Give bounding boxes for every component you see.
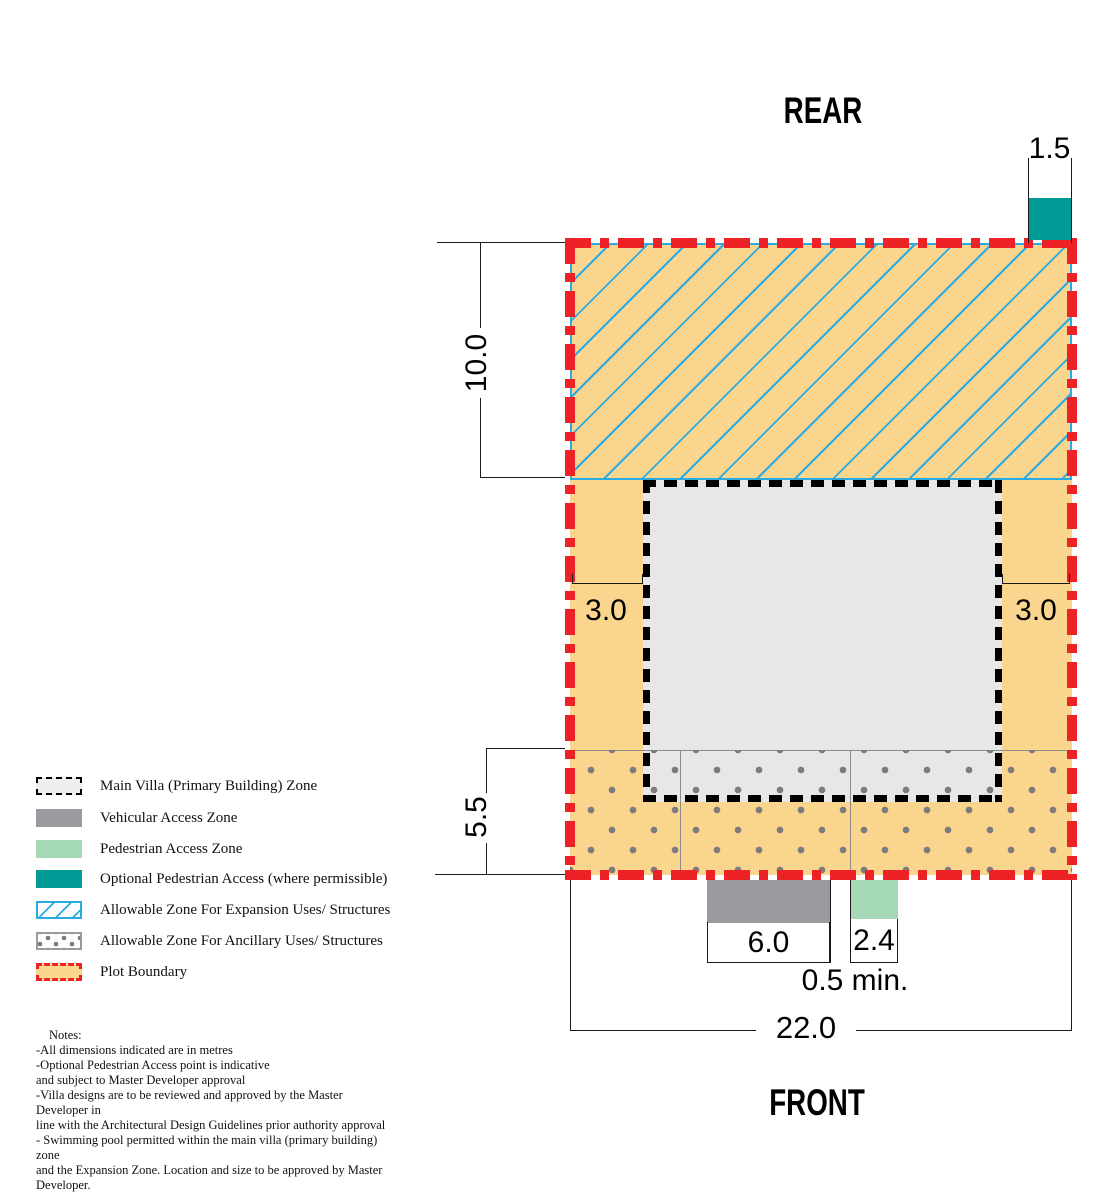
- notes-line: -Villa designs are to be reviewed and approved by the Master Developer in: [36, 1088, 343, 1117]
- legend-swatch-plot-boundary: [36, 963, 82, 981]
- villa-border-bottom: [643, 795, 1002, 802]
- plot-boundary-top: [565, 238, 1077, 248]
- notes-line: line with the Architectural Design Guidelines prior authority approval: [36, 1118, 386, 1132]
- dim-3-left-tick-1: [572, 574, 573, 584]
- villa-border-left: [643, 480, 650, 802]
- dim-22-ext-right: [1071, 880, 1072, 1030]
- dim-1-5-line-right: [1071, 158, 1072, 243]
- legend-swatch-ancillary: [36, 932, 82, 950]
- plot-boundary-left: [565, 238, 575, 880]
- legend-label-expansion: Allowable Zone For Expansion Uses/ Structures: [100, 902, 391, 918]
- notes-line: - Swimming pool permitted within the main villa (primary building) zone: [36, 1133, 378, 1162]
- dim-3-left-tick-2: [642, 574, 643, 584]
- villa-border-top: [643, 480, 1002, 487]
- dim-5-5-value: 5.5: [460, 796, 493, 838]
- legend-label-ancillary: Allowable Zone For Ancillary Uses/ Structures: [100, 933, 383, 949]
- plot-boundary-right: [1067, 238, 1077, 880]
- legend-label-optional-pedestrian: Optional Pedestrian Access (where permissible): [100, 871, 388, 887]
- dim-2-4-box: 2.4: [850, 919, 898, 963]
- plot-boundary-bottom: [565, 870, 1077, 880]
- dim-22-value: 22.0: [756, 1012, 856, 1043]
- dim-22-ext-left: [570, 880, 571, 1030]
- dim-3-right-value: 3.0: [1015, 594, 1057, 627]
- pedestrian-access-zone: [850, 880, 898, 919]
- dim-1-5-value: 1.5: [1028, 132, 1071, 165]
- dim-10-value: 10.0: [460, 333, 493, 393]
- legend-label-pedestrian: Pedestrian Access Zone: [100, 841, 243, 857]
- dim-3-right-line: [1002, 583, 1070, 584]
- notes-line: -All dimensions indicated are in metres: [36, 1043, 233, 1057]
- legend-swatch-pedestrian: [36, 840, 82, 858]
- dim-connector-right: [850, 880, 851, 963]
- legend-label-main-villa: Main Villa (Primary Building) Zone: [100, 778, 318, 794]
- legend-label-plot-boundary: Plot Boundary: [100, 964, 188, 980]
- dim-1-5-line-left: [1028, 158, 1029, 243]
- legend-swatch-optional-pedestrian: [36, 870, 82, 888]
- dim-3-right-tick-2: [1069, 574, 1070, 584]
- expansion-zone: [570, 243, 1072, 480]
- legend-label-vehicular: Vehicular Access Zone: [100, 810, 238, 826]
- dim-6-box: 6.0: [707, 922, 830, 963]
- notes-line: -Optional Pedestrian Access point is indicative: [36, 1058, 270, 1072]
- front-label: FRONT: [769, 1082, 865, 1123]
- notes-block: [36, 1028, 396, 1193]
- notes-line: and the Expansion Zone. Location and size to be approved by Master: [36, 1163, 383, 1177]
- dim-3-right-tick-1: [1002, 574, 1003, 584]
- villa-border-right: [995, 480, 1002, 802]
- dim-3-left-value: 3.0: [585, 594, 627, 627]
- legend-swatch-vehicular: [36, 809, 82, 827]
- vehicular-access-zone: [707, 880, 830, 923]
- dim-3-left-line: [572, 583, 643, 584]
- dim-10-ext-bottom: [480, 477, 565, 478]
- dim-10-ext-top: [437, 242, 565, 243]
- dim-connector-left: [830, 880, 831, 963]
- dim-0-5-min-value: 0.5 min.: [801, 964, 909, 997]
- dim-5-5-ext-top: [486, 748, 565, 749]
- notes-title: Notes:: [49, 1028, 82, 1042]
- rear-label: REAR: [783, 90, 863, 131]
- optional-pedestrian-access: [1028, 198, 1072, 240]
- legend-swatch-main-villa: [36, 777, 82, 795]
- notes-line: Developer.: [36, 1178, 91, 1192]
- dim-5-5-ext-bottom: [435, 874, 565, 875]
- legend-swatch-expansion: [36, 901, 82, 919]
- notes-line: and subject to Master Developer approval: [36, 1073, 246, 1087]
